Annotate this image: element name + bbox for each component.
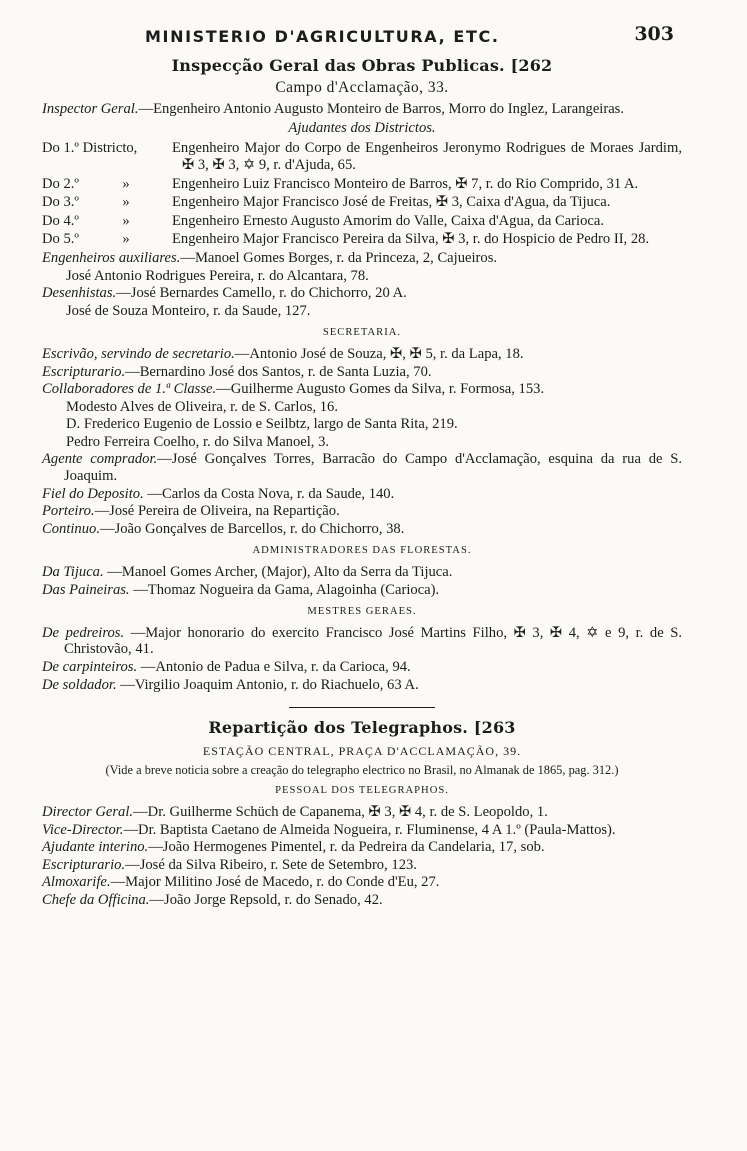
- entry-text: —José Pereira de Oliveira, na Repartição.: [94, 503, 340, 520]
- entry-mestre: [42, 625, 682, 658]
- page-number: 303: [634, 23, 674, 45]
- entry-text: —Guilherme Augusto Gomes da Silva, r. Formosa, 153.: [216, 381, 545, 398]
- entry-mestre: [42, 659, 682, 676]
- entry-label: Escripturario.: [42, 363, 126, 380]
- entry-label: Almoxarife.: [42, 874, 111, 891]
- entry-text: —Major Militino José de Macedo, r. do Conde d'Eu, 27.: [110, 874, 440, 891]
- entry-secretaria: [42, 364, 682, 381]
- section-title-telegraphos: [42, 720, 682, 737]
- district-text: Engenheiro Ernesto Augusto Amorim do Valle, Caixa d'Agua, da Carioca.: [172, 212, 604, 229]
- section-address: Campo d'Acclamação, 33.: [275, 78, 449, 96]
- section-ref: [263: [473, 718, 516, 738]
- entry-label: Agente comprador.: [42, 451, 158, 468]
- district-label: Do 4.º: [42, 212, 79, 229]
- ditto-mark: »: [122, 231, 130, 248]
- ditto-mark: »: [122, 212, 130, 229]
- entry-continuation: Modesto Alves de Oliveira, r. de S. Carlos, 16.: [66, 398, 338, 415]
- entry-secretaria: [42, 346, 682, 363]
- entry-floresta: [42, 582, 682, 599]
- page-content: [42, 58, 682, 910]
- historical-note: (Vide a breve noticia sobre a creação do telegrapho electrico no Brasil, no Almanak de 1865, pag. 312.): [105, 763, 619, 778]
- entry-telegrapho: [42, 874, 682, 891]
- district-text: Engenheiro Major Francisco José de Freitas, ✠ 3, Caixa d'Agua, da Tijuca.: [172, 194, 611, 211]
- entry-label: Escrivão, servindo de secretario.: [42, 345, 235, 362]
- entry-label: Da Tijuca.: [42, 564, 104, 581]
- entry-text: —Antonio José de Souza, ✠, ✠ 5, r. da Lapa, 18.: [234, 345, 524, 362]
- district-row: [42, 231, 682, 248]
- entry-mestre: [42, 677, 682, 694]
- entry-text: —Manoel Gomes Borges, r. da Princeza, 2, Cajueiros.: [180, 249, 498, 266]
- entry-label: Desenhistas.: [42, 285, 117, 302]
- entry-label: Fiel do Deposito.: [42, 485, 144, 502]
- entry-continuation: Pedro Ferreira Coelho, r. do Silva Manoel, 3.: [66, 433, 330, 450]
- entry-floresta: [42, 564, 682, 581]
- entry-text: —Dr. Baptista Caetano de Almeida Nogueira, r. Fluminense, 4 A 1.º (Paula-Mattos).: [123, 821, 616, 838]
- district-row: [42, 176, 682, 193]
- entry-label: Engenheiros auxiliares.: [42, 249, 181, 266]
- subheading-pessoal: PESSOAL DOS TELEGRAPHOS.: [275, 785, 449, 797]
- entry-telegrapho: [42, 892, 682, 909]
- district-text: Engenheiro Major Francisco Pereira da Silva, ✠ 3, r. do Hospicio de Pedro II, 28.: [172, 231, 650, 248]
- district-label: Do 3.º: [42, 194, 79, 211]
- subheading-ajudantes: Ajudantes dos Districtos.: [288, 119, 436, 136]
- entry-label: De pedreiros.: [42, 624, 125, 641]
- entry-desenhistas: [42, 285, 682, 302]
- ditto-mark: »: [122, 194, 130, 211]
- entry-text: —José da Silva Ribeiro, r. Sete de Setembro, 123.: [125, 856, 417, 873]
- entry-text: —João Jorge Repsold, r. do Senado, 42.: [149, 891, 383, 908]
- subheading-secretaria: SECRETARIA.: [322, 327, 402, 339]
- entry-text: —João Gonçalves de Barcellos, r. do Chichorro, 38.: [99, 520, 405, 537]
- station-heading: ESTAÇÃO CENTRAL, PRAÇA D'ACCLAMAÇÃO, 39.: [202, 743, 522, 758]
- entry-telegrapho: [42, 857, 682, 874]
- entry-label: Continuo.: [42, 520, 100, 537]
- entry-text: —Bernardino José dos Santos, r. de Santa Luzia, 70.: [125, 363, 432, 380]
- district-row: [42, 213, 682, 230]
- entry-telegrapho: [42, 804, 682, 821]
- entry-text: —José Bernardes Camello, r. do Chichorro, 20 A.: [116, 285, 407, 302]
- entry-text: —João Hermogenes Pimentel, r. da Pedreira da Candelaria, 17, sob.: [148, 839, 545, 856]
- entry-label: De carpinteiros.: [42, 659, 138, 675]
- subheading-mestres: MESTRES GERAES.: [307, 606, 417, 618]
- district-text: Engenheiro Luiz Francisco Monteiro de Barros, ✠ 7, r. do Rio Comprido, 31 A.: [172, 175, 639, 192]
- entry-label: Director Geral.: [42, 803, 134, 820]
- entry-text: —Antonio de Padua e Silva, r. da Carioca, 94.: [137, 659, 411, 675]
- section-divider: [289, 707, 435, 708]
- entry-text: —Manoel Gomes Archer, (Major), Alto da Serra da Tijuca.: [103, 564, 453, 581]
- entry-label: Porteiro.: [42, 503, 95, 520]
- ditto-mark: »: [122, 175, 130, 192]
- entry-label: Chefe da Officina.: [42, 891, 150, 908]
- entry-text: —Virgilio Joaquim Antonio, r. do Riachuelo, 63 A.: [116, 676, 419, 693]
- page-header: [0, 23, 747, 50]
- subheading-florestas: ADMINISTRADORES DAS FLORESTAS.: [252, 545, 472, 557]
- entry-telegrapho: [42, 839, 682, 856]
- running-head: MINISTERIO D'AGRICULTURA, ETC.: [145, 27, 500, 46]
- district-label: Do 2.º: [42, 175, 79, 192]
- district-text: Engenheiro Major do Corpo de Engenheiros Jeronymo Rodrigues de Moraes Jardim, ✠ 3, ✠ 3, ✡ 9, r. d'Ajuda, 65.: [172, 140, 682, 173]
- entry-continuation: José Antonio Rodrigues Pereira, r. do Alcantara, 78.: [66, 267, 369, 284]
- entry-continuation: D. Frederico Eugenio de Lossio e Seilbtz, largo de Santa Rita, 219.: [66, 416, 458, 433]
- entry-secretaria: [42, 486, 682, 503]
- entry-telegrapho: [42, 822, 682, 839]
- entry-label: Escripturario.: [42, 856, 126, 873]
- entry-auxiliares: [42, 250, 682, 267]
- entry-text: —Dr. Guilherme Schüch de Capanema, ✠ 3, ✠ 4, r. de S. Leopoldo, 1.: [133, 803, 548, 820]
- entry-inspector: [42, 101, 682, 118]
- entry-continuation: José de Souza Monteiro, r. da Saude, 127.: [66, 302, 311, 319]
- entry-secretaria: [42, 503, 682, 520]
- section-title-obras: [42, 58, 682, 75]
- entry-secretaria: [42, 451, 682, 484]
- entry-text: —Engenheiro Antonio Augusto Monteiro de Barros, Morro do Inglez, Larangeiras.: [138, 101, 625, 118]
- district-row: [42, 140, 682, 173]
- entry-secretaria: [42, 521, 682, 538]
- section-title-text: Inspecção Geral das Obras Publicas.: [171, 56, 505, 75]
- entry-label: Das Paineiras.: [42, 581, 130, 598]
- entry-text: —Carlos da Costa Nova, r. da Saude, 140.: [143, 485, 395, 502]
- entry-label: Ajudante interino.: [42, 839, 149, 856]
- entry-label: Vice-Director.: [42, 821, 124, 838]
- district-label: Do 5.º: [42, 231, 79, 248]
- entry-label: Inspector Geral.: [42, 101, 139, 118]
- entry-label: Collaboradores de 1.ª Classe.: [42, 381, 217, 398]
- section-ref: [262: [510, 56, 553, 75]
- entry-text: —José Gonçalves Torres, Barracão do Campo d'Acclamação, esquina da rua de S. Joaquim.: [64, 451, 683, 485]
- entry-text: —Major honorario do exercito Francisco José Martins Filho, ✠ 3, ✠ 4, ✡ e 9, r. de S. Christovão, 41.: [64, 624, 683, 658]
- entry-text: —Thomaz Nogueira da Gama, Alagoinha (Carioca).: [129, 581, 440, 598]
- district-label: Do 1.º Districto,: [42, 140, 138, 157]
- entry-secretaria: [42, 381, 682, 398]
- section-title-text: Repartição dos Telegraphos.: [208, 718, 469, 738]
- entry-label: De soldador.: [42, 676, 117, 693]
- district-row: [42, 194, 682, 211]
